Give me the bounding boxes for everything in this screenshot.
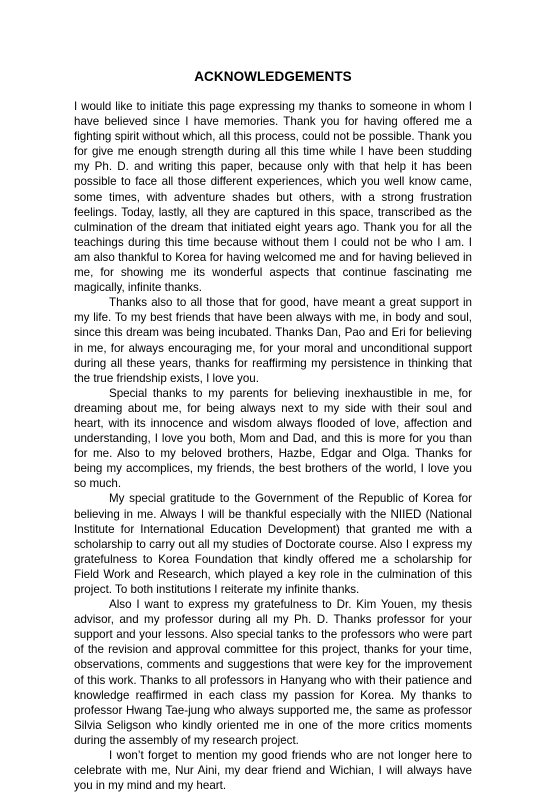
paragraph-memorial: I won’t forget to mention my good friends who are not longer here to celebrate with me, Nur Aini, my dear friend and Wichian, I will always have you in my mind and my heart.: [74, 749, 472, 793]
paragraph-professors: Also I want to express my gratefulness to Dr. Kim Youen, my thesis advisor, and my professor during all my Ph. D. Thanks professor for your support and your lessons. Also special tanks to the professors who were part of the revision and approval committee for this project, thanks for your time, observations, comments and suggestions that were key for the improvement of this work. Thanks to all professors in Hanyang who with their patience and knowledge reaffirmed in each class my passion for Korea. My thanks to professor Hwang Tae-jung who always supported me, the same as professor Silvia Seligson who kindly oriented me in one of the more critics moments during the assembly of my research project.: [74, 598, 472, 747]
page-title: ACKNOWLEDGEMENTS: [194, 69, 352, 84]
acknowledgements-page: [74, 68, 472, 793]
paragraph-friends: Thanks also to all those that for good, have meant a great support in my life. To my best friends that have been always with me, in body and soul, since this dream was being incubated. Thanks Dan, Pao and Eri for believing in me, for always encouraging me, for your moral and unconditional support during all these years, thanks for reaffirming my persistence in thinking that the true friendship exists, I love you.: [74, 296, 472, 385]
paragraph-intro: I would like to initiate this page expressing my thanks to someone in whom I have believed since I have memories. Thank you for having offered me a fighting spirit without which, all this process, could not be possible. Thank you for give me enough strength during all this time while I have been studding my Ph. D. and writing this paper, because only with that help it has been possible to face all those different experiences, which you well know came, some times, with adventure shades but others, with a strong frustration feelings. Today, lastly, all they are captured in this space, transcribed as the culmination of the dream that initiated eight years ago. Thank you for all the teachings during this time because without them I could not be who I am. I am also thankful to Korea for having welcomed me and for having believed in me, for showing me its wonderful aspects that continue fascinating me magically, infinite thanks.: [74, 100, 472, 295]
paragraph-institutions: My special gratitude to the Government of the Republic of Korea for believing in me. Always I will be thankful especially with the NIIED (National Institute for International Education Development) that granted me with a scholarship to carry out all my studies of Doctorate course. Also I express my gratefulness to Korea Foundation that kindly offered me a scholarship for Field Work and Research, which played a key role in the culmination of this project. To both institutions I reiterate my infinite thanks.: [74, 492, 472, 596]
paragraph-family: Special thanks to my parents for believing inexhaustible in me, for dreaming about me, for being always next to my side with their soul and heart, with its innocence and wisdom always flooded of love, affection and understanding, I love you both, Mom and Dad, and this is more for you than for me. Also to my beloved brothers, Hazbe, Edgar and Olga. Thanks for being my accomplices, my friends, the best brothers of the world, I love you so much.: [74, 386, 472, 491]
